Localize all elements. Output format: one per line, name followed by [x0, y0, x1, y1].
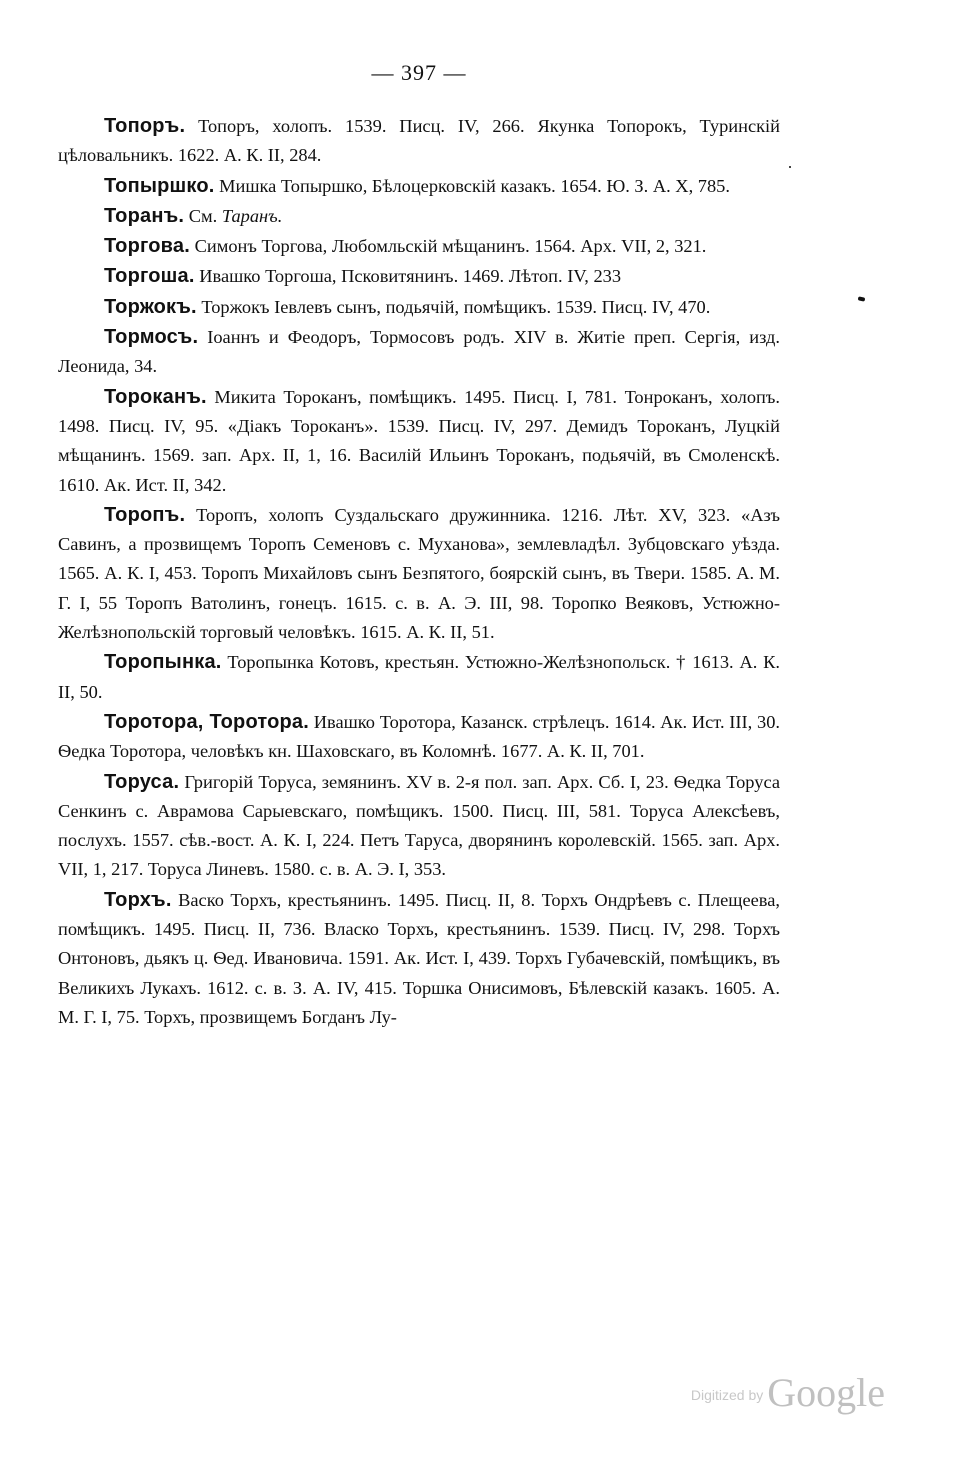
headword: Топыршко. [104, 174, 215, 197]
entry-text: Микита Тороканъ, помѣщикъ. 1495. Писц. I, 781. Тонроканъ, холопъ. 1498. Писц. IV, 95. «Діакъ Тороканъ». 1539. Писц. IV, 297. Демидъ Тороканъ, Луцкій мѣщанинъ. 1569. зап. Арх. II, 1, 16. Василій Ильинъ Тороканъ, подьячій, въ Смоленскѣ. 1610. Ак. Ист. II, 342. [58, 386, 780, 495]
entry-text: Торжокъ Іевлевъ сынъ, подьячій, помѣщикъ. 1539. Писц. IV, 470. [201, 296, 711, 317]
headword: Торгова. [104, 235, 190, 258]
entry-tormos [58, 323, 780, 382]
headword: Тороканъ. [104, 385, 207, 408]
entry-text: Ивашко Торотора, Казанск. стрѣлецъ. 1614. Ак. Ист. III, 30. Ѳедка Торотора, человѣкъ кн. Шаховскаго, въ Коломнѣ. 1677. А. К. II, 701. [58, 711, 780, 762]
headword: Топоръ. [104, 115, 186, 137]
headword: Торотора, Торотора. [104, 710, 310, 733]
entry-text: Іоаннъ и Феодоръ, Тормосовъ родъ. XIV в. Житіе преп. Сергія, изд. Леонида, 34. [58, 327, 780, 377]
entry-text: Торопъ, холопъ Суздальскаго дружинника. 1216. Лѣт. XV, 323. «Азъ Савинъ, а прозвищемъ Торопъ Семеновъ с. Муханова», землевладѣл. Зубцовскаго уѣзда. 1565. А. К. I, 453. Торопъ Михайловъ сынъ Безпятого, боярскій сынъ, въ Твери. 1585. А. М. Г. I, 55 Торопъ Ватолинъ, гонецъ. 1615. с. в. А. Э. III, 98. Торопко Веяковъ, Устюжно-Желѣзнопольскій торговый человѣкъ. 1615. А. К. II, 51. [58, 504, 780, 643]
entry-text: Торопынка Котовъ, крестьян. Устюжно-Желѣзнопольск. † 1613. А. К. II, 50. [58, 652, 780, 702]
cross-reference: Таранъ. [221, 205, 283, 226]
headword: Торуса. [104, 770, 180, 793]
watermark-caption: Digitized by [690, 1387, 764, 1403]
headword: Торжокъ. [104, 295, 197, 318]
entry-torop [58, 501, 780, 647]
headword: Торопъ. [104, 503, 186, 526]
headword: Торгоша. [104, 265, 195, 288]
entry-text: Мишка Топыршко, Бѣлоцерковскій казакъ. 1654. Ю. З. А. X, 785. [219, 175, 730, 196]
ink-dot [789, 166, 791, 168]
entry-torzhok [58, 293, 780, 322]
entry-torusa [58, 768, 780, 885]
entry-toropynka [58, 648, 780, 707]
entry-torgosha [58, 262, 780, 291]
headword: Торопынка. [104, 651, 222, 674]
entry-toran [58, 202, 780, 231]
google-logo: Google [767, 1370, 885, 1415]
page-content [58, 60, 780, 1033]
page-number: — 397 — [371, 60, 467, 85]
ink-speck [858, 296, 866, 301]
entry-text: Топоръ, холопъ. 1539. Писц. IV, 266. Якунка Топорокъ, Туринскій цѣловальникъ. 1622. А. К. II, 284. [58, 116, 780, 166]
entry-text: Ивашко Торгоша, Псковитянинъ. 1469. Лѣтоп. IV, 233 [199, 266, 622, 287]
entry-torokan [58, 383, 780, 500]
entry-torkh [58, 886, 780, 1032]
headword: Тормосъ. [104, 326, 199, 349]
digitized-watermark [691, 1369, 885, 1416]
headword: Торанъ. [104, 204, 185, 227]
entry-topor [58, 112, 780, 171]
entry-text: Григорій Торуса, земянинъ. XV в. 2-я пол. зап. Арх. Сб. I, 23. Ѳедка Торуса Сенкинъ с. Аврамова Сарыевскаго, помѣщикъ. 1500. Писц. III, 581. Торуса Алексѣевъ, послухъ. 1557. сѣв.-вост. А. К. I, 224. Петъ Таруса, дворянинъ королевскій. 1565. зап. Арх. VII, 1, 217. Торуса Линевъ. 1580. с. в. А. Э. I, 353. [58, 771, 781, 880]
entry-text: См. [188, 205, 218, 226]
entry-text: Симонъ Торгова, Любомльскій мѣщанинъ. 1564. Арх. VII, 2, 321. [194, 236, 707, 257]
entry-torgova [58, 232, 780, 261]
entry-torotor [58, 708, 780, 767]
entry-text: Васко Торхъ, крестьянинъ. 1495. Писц. II, 8. Торхъ Ондрѣевъ с. Плещеева, помѣщикъ. 1495. Писц. II, 736. Власко Торхъ, крестьянинъ. 1539. Писц. IV, 298. Торхъ Онтоновъ, дьякъ ц. Ѳед. Ивановича. 1591. Ак. Ист. I, 439. Торхъ Губачевскій, помѣщикъ, въ Великихъ Лукахъ. 1612. с. в. З. А. IV, 415. Торшка Онисимовъ, Бѣлевскій казакъ. 1605. А. М. Г. I, 75. Торхъ, прозвищемъ Богданъ Лу- [58, 889, 780, 1027]
entry-topyrshko [58, 172, 780, 201]
headword: Торхъ. [104, 888, 172, 911]
